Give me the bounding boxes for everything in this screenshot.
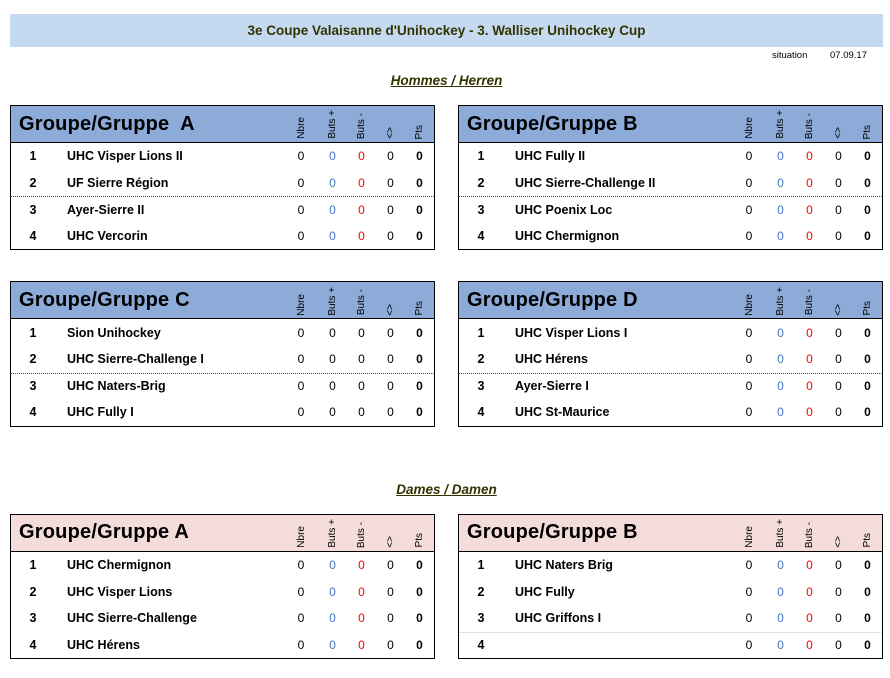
value-cell: 0 [745, 325, 753, 340]
women-section-heading: Dames / Damen [396, 481, 497, 497]
column-header-cell [732, 515, 766, 551]
team-name: UHC Chermignon [67, 558, 172, 573]
value-cell: 0 [297, 558, 305, 573]
column-header-cell [795, 106, 824, 142]
value-cell: 0 [777, 175, 784, 190]
column-header-label: Pts [414, 124, 425, 139]
group-table [458, 281, 883, 426]
column-header-label: Buts - [804, 289, 815, 316]
group-title: Groupe/Gruppe A [19, 112, 195, 135]
team-name: UHC Fully I [67, 405, 134, 420]
table-row [11, 196, 434, 223]
column-header-label: Pts [414, 300, 425, 316]
value-cell: 0 [387, 229, 394, 244]
value-cell: 0 [745, 175, 753, 190]
value-cell: 0 [745, 638, 753, 653]
value-cell: 0 [806, 149, 813, 164]
value-cell: 0 [806, 379, 813, 394]
column-header-label: Pts [862, 533, 873, 548]
column-header-cell [824, 106, 853, 142]
column-header-cell [376, 515, 405, 551]
column-header-label: Pts [862, 124, 873, 139]
column-header-cell [732, 282, 766, 318]
value-cell: 0 [329, 611, 336, 626]
team-name: UHC Sierre-Challenge [67, 611, 197, 626]
value-cell: 0 [864, 229, 871, 244]
value-cell: 0 [835, 584, 842, 599]
table-row [459, 399, 882, 426]
value-cell: 0 [387, 379, 394, 394]
row-number: 4 [477, 638, 485, 653]
group-table-header [11, 282, 434, 319]
value-cell: 0 [745, 149, 753, 164]
table-row [459, 196, 882, 223]
column-header-cell [766, 515, 795, 551]
value-cell: 0 [864, 379, 871, 394]
value-cell: 0 [387, 149, 394, 164]
column-header-label: Buts - [356, 289, 367, 316]
team-name: UHC Naters Brig [515, 558, 613, 573]
team-name: UHC St-Maurice [515, 405, 610, 420]
column-header-label: Pts [862, 300, 873, 316]
title-banner [10, 14, 883, 47]
value-cell: 0 [358, 558, 365, 573]
column-header-cell [318, 106, 347, 142]
row-number: 2 [29, 175, 37, 190]
column-header-cell [766, 282, 795, 318]
value-cell: 0 [329, 202, 336, 217]
column-header-label: Nbre [743, 293, 755, 316]
row-number: 4 [29, 405, 37, 420]
row-number: 3 [477, 611, 485, 626]
team-name: UHC Visper Lions [67, 584, 173, 599]
team-name: Ayer-Sierre II [67, 202, 145, 217]
group-table [10, 281, 435, 426]
team-name: UHC Naters-Brig [67, 379, 166, 394]
value-cell: 0 [297, 611, 305, 626]
value-cell: 0 [745, 558, 753, 573]
value-cell: 0 [416, 558, 423, 573]
column-header-label: Buts + [775, 286, 786, 316]
table-row [459, 143, 882, 170]
value-cell: 0 [806, 175, 813, 190]
value-cell: 0 [358, 611, 365, 626]
value-cell: 0 [835, 558, 842, 573]
value-cell: 0 [387, 175, 394, 190]
value-cell: 0 [745, 584, 753, 599]
value-cell: 0 [416, 379, 423, 394]
value-cell: 0 [297, 637, 305, 652]
row-number: 2 [477, 584, 485, 599]
value-cell: 0 [806, 352, 813, 367]
value-cell: 0 [777, 202, 784, 217]
column-header-label: <> [833, 127, 844, 139]
table-row [11, 143, 434, 170]
value-cell: 0 [777, 379, 784, 394]
table-row [459, 632, 882, 659]
column-header-label: Nbre [743, 117, 755, 139]
value-cell: 0 [864, 175, 871, 190]
value-cell: 0 [297, 352, 305, 367]
column-header-cell [824, 282, 853, 318]
column-header-label: Buts + [775, 110, 786, 139]
value-cell: 0 [806, 202, 813, 217]
value-cell: 0 [806, 325, 813, 340]
column-header-label: <> [833, 303, 844, 316]
column-header-cell [405, 282, 434, 318]
column-header-cell [766, 106, 795, 142]
column-header-label: <> [385, 536, 396, 548]
column-header-label: <> [833, 536, 844, 548]
column-header-cell [795, 282, 824, 318]
value-cell: 0 [745, 229, 753, 244]
row-number: 3 [29, 202, 37, 217]
value-cell: 0 [745, 202, 753, 217]
row-number: 1 [477, 325, 485, 340]
value-cell: 0 [416, 637, 423, 652]
column-header-cell [376, 106, 405, 142]
column-header-label: Nbre [295, 117, 307, 139]
value-cell: 0 [835, 405, 842, 420]
value-cell: 0 [864, 558, 871, 573]
value-cell: 0 [387, 637, 394, 652]
value-cell: 0 [864, 202, 871, 217]
value-cell: 0 [777, 584, 784, 599]
column-header-cell [284, 106, 318, 142]
team-name: Ayer-Sierre I [515, 379, 589, 394]
table-row [459, 605, 882, 632]
row-number: 1 [29, 558, 37, 573]
men-section-heading: Hommes / Herren [390, 73, 503, 88]
value-cell: 0 [777, 558, 784, 573]
value-cell: 0 [329, 558, 336, 573]
row-number: 2 [29, 352, 37, 367]
table-row [459, 346, 882, 373]
value-cell: 0 [864, 638, 871, 653]
value-cell: 0 [329, 229, 336, 244]
value-cell: 0 [835, 638, 842, 653]
value-cell: 0 [745, 405, 753, 420]
value-cell: 0 [329, 352, 336, 367]
column-header-cell [795, 515, 824, 551]
value-cell: 0 [329, 405, 336, 420]
group-table-header [459, 282, 882, 319]
column-header-cell [853, 515, 882, 551]
team-name: UF Sierre Région [67, 175, 169, 190]
table-row [11, 346, 434, 373]
group-title: Groupe/Gruppe B [467, 112, 638, 135]
column-header-cell [347, 282, 376, 318]
table-row [11, 552, 434, 579]
table-row [11, 373, 434, 400]
team-name: UHC Hérens [67, 637, 140, 652]
value-cell: 0 [835, 352, 842, 367]
value-cell: 0 [297, 405, 305, 420]
row-number: 1 [477, 149, 485, 164]
column-header-cell [284, 282, 318, 318]
row-number: 3 [477, 202, 485, 217]
group-table-header [11, 106, 434, 143]
table-row [459, 552, 882, 579]
table-row [11, 632, 434, 659]
row-number: 3 [477, 379, 485, 394]
value-cell: 0 [297, 229, 305, 244]
value-cell: 0 [297, 202, 305, 217]
value-cell: 0 [835, 175, 842, 190]
value-cell: 0 [358, 637, 365, 652]
column-header-label: Buts + [327, 286, 338, 316]
status-label: situation [771, 50, 808, 61]
team-name: UHC Sierre-Challenge I [67, 352, 204, 367]
value-cell: 0 [835, 379, 842, 394]
value-cell: 0 [297, 325, 305, 340]
value-cell: 0 [835, 611, 842, 626]
column-header-cell [824, 515, 853, 551]
value-cell: 0 [358, 175, 365, 190]
women-tables-grid [10, 514, 883, 659]
team-name: UHC Griffons I [515, 611, 602, 626]
value-cell: 0 [387, 584, 394, 599]
column-header-label: <> [385, 303, 396, 316]
value-cell: 0 [864, 352, 871, 367]
group-table [458, 105, 883, 250]
value-cell: 0 [358, 352, 365, 367]
value-cell: 0 [806, 229, 813, 244]
value-cell: 0 [358, 405, 365, 420]
value-cell: 0 [416, 149, 423, 164]
row-number: 3 [29, 611, 37, 626]
column-header-cell [347, 515, 376, 551]
value-cell: 0 [835, 149, 842, 164]
value-cell: 0 [777, 405, 784, 420]
value-cell: 0 [329, 379, 336, 394]
value-cell: 0 [864, 149, 871, 164]
status-line [10, 47, 883, 61]
value-cell: 0 [806, 638, 813, 653]
row-number: 3 [29, 379, 37, 394]
table-row [459, 578, 882, 605]
value-cell: 0 [358, 379, 365, 394]
table-row [459, 223, 882, 250]
value-cell: 0 [358, 325, 365, 340]
table-row [11, 578, 434, 605]
value-cell: 0 [864, 611, 871, 626]
column-header-label: Buts + [327, 519, 338, 548]
value-cell: 0 [416, 611, 423, 626]
column-header-cell [853, 282, 882, 318]
value-cell: 0 [358, 229, 365, 244]
table-row [459, 319, 882, 346]
group-title: Groupe/Gruppe D [467, 288, 638, 311]
team-name: UHC Vercorin [67, 229, 148, 244]
row-number: 4 [29, 637, 37, 652]
value-cell: 0 [416, 352, 423, 367]
team-name: UHC Poenix Loc [515, 202, 613, 217]
value-cell: 0 [329, 325, 336, 340]
column-header-label: Buts - [356, 521, 367, 548]
group-table [10, 105, 435, 250]
value-cell: 0 [297, 584, 305, 599]
row-number: 1 [29, 149, 37, 164]
value-cell: 0 [329, 175, 336, 190]
column-header-cell [853, 106, 882, 142]
group-table-header [11, 515, 434, 552]
value-cell: 0 [864, 325, 871, 340]
column-header-cell [405, 106, 434, 142]
value-cell: 0 [835, 229, 842, 244]
row-number: 1 [29, 325, 37, 340]
row-number: 2 [477, 175, 485, 190]
team-name: UHC Visper Lions I [515, 325, 628, 340]
value-cell: 0 [358, 584, 365, 599]
value-cell: 0 [806, 558, 813, 573]
column-header-cell [318, 282, 347, 318]
column-header-cell [732, 106, 766, 142]
column-header-label: Nbre [743, 526, 755, 548]
table-row [11, 605, 434, 632]
column-header-label: Buts + [327, 110, 338, 139]
row-number: 1 [477, 558, 485, 573]
row-number: 4 [477, 229, 485, 244]
group-title: Groupe/Gruppe A [19, 521, 190, 544]
row-number: 2 [477, 352, 485, 367]
men-tables-grid [10, 105, 883, 427]
value-cell: 0 [835, 202, 842, 217]
value-cell: 0 [387, 558, 394, 573]
value-cell: 0 [745, 379, 753, 394]
value-cell: 0 [297, 379, 305, 394]
value-cell: 0 [864, 584, 871, 599]
table-row [459, 170, 882, 197]
table-row [11, 170, 434, 197]
value-cell: 0 [777, 325, 784, 340]
value-cell: 0 [416, 202, 423, 217]
team-name: UHC Fully [515, 584, 575, 599]
row-number: 2 [29, 584, 37, 599]
value-cell: 0 [835, 325, 842, 340]
column-header-label: Nbre [295, 526, 307, 548]
table-row [11, 223, 434, 250]
table-row [459, 373, 882, 400]
value-cell: 0 [745, 611, 753, 626]
value-cell: 0 [387, 352, 394, 367]
row-number: 4 [29, 229, 37, 244]
value-cell: 0 [329, 637, 336, 652]
column-header-cell [318, 515, 347, 551]
status-date: 07.09.17 [830, 50, 867, 61]
team-name: UHC Hérens [515, 352, 588, 367]
value-cell: 0 [387, 202, 394, 217]
column-header-label: Nbre [295, 293, 307, 316]
page-title: 3e Coupe Valaisanne d'Unihockey - 3. Walliser Unihockey Cup [247, 23, 646, 38]
value-cell: 0 [387, 611, 394, 626]
group-table [10, 514, 435, 659]
value-cell: 0 [416, 584, 423, 599]
value-cell: 0 [806, 584, 813, 599]
column-header-cell [376, 282, 405, 318]
value-cell: 0 [387, 325, 394, 340]
value-cell: 0 [329, 149, 336, 164]
group-table-header [459, 106, 882, 143]
value-cell: 0 [777, 611, 784, 626]
column-header-label: Buts - [356, 112, 367, 139]
value-cell: 0 [387, 405, 394, 420]
value-cell: 0 [416, 405, 423, 420]
team-name: UHC Chermignon [515, 229, 620, 244]
value-cell: 0 [864, 405, 871, 420]
value-cell: 0 [416, 325, 423, 340]
value-cell: 0 [416, 229, 423, 244]
value-cell: 0 [358, 149, 365, 164]
value-cell: 0 [416, 175, 423, 190]
team-name: UHC Fully II [515, 149, 586, 164]
group-title: Groupe/Gruppe B [467, 521, 638, 544]
value-cell: 0 [297, 175, 305, 190]
column-header-label: Buts + [775, 519, 786, 548]
value-cell: 0 [358, 202, 365, 217]
row-number: 4 [477, 405, 485, 420]
table-row [11, 319, 434, 346]
team-name: Sion Unihockey [67, 325, 161, 340]
column-header-label: <> [385, 127, 396, 139]
value-cell: 0 [745, 352, 753, 367]
team-name: UHC Sierre-Challenge II [515, 175, 656, 190]
column-header-cell [347, 106, 376, 142]
column-header-label: Buts - [804, 112, 815, 139]
value-cell: 0 [329, 584, 336, 599]
value-cell: 0 [806, 611, 813, 626]
value-cell: 0 [777, 638, 784, 653]
value-cell: 0 [806, 405, 813, 420]
column-header-cell [405, 515, 434, 551]
value-cell: 0 [777, 229, 784, 244]
table-row [11, 399, 434, 426]
group-table-header [459, 515, 882, 552]
column-header-cell [284, 515, 318, 551]
value-cell: 0 [297, 149, 305, 164]
column-header-label: Pts [414, 533, 425, 548]
column-header-label: Buts - [804, 521, 815, 548]
value-cell: 0 [777, 352, 784, 367]
team-name: UHC Visper Lions II [67, 149, 183, 164]
group-title: Groupe/Gruppe C [19, 288, 190, 311]
value-cell: 0 [777, 149, 784, 164]
group-table [458, 514, 883, 659]
